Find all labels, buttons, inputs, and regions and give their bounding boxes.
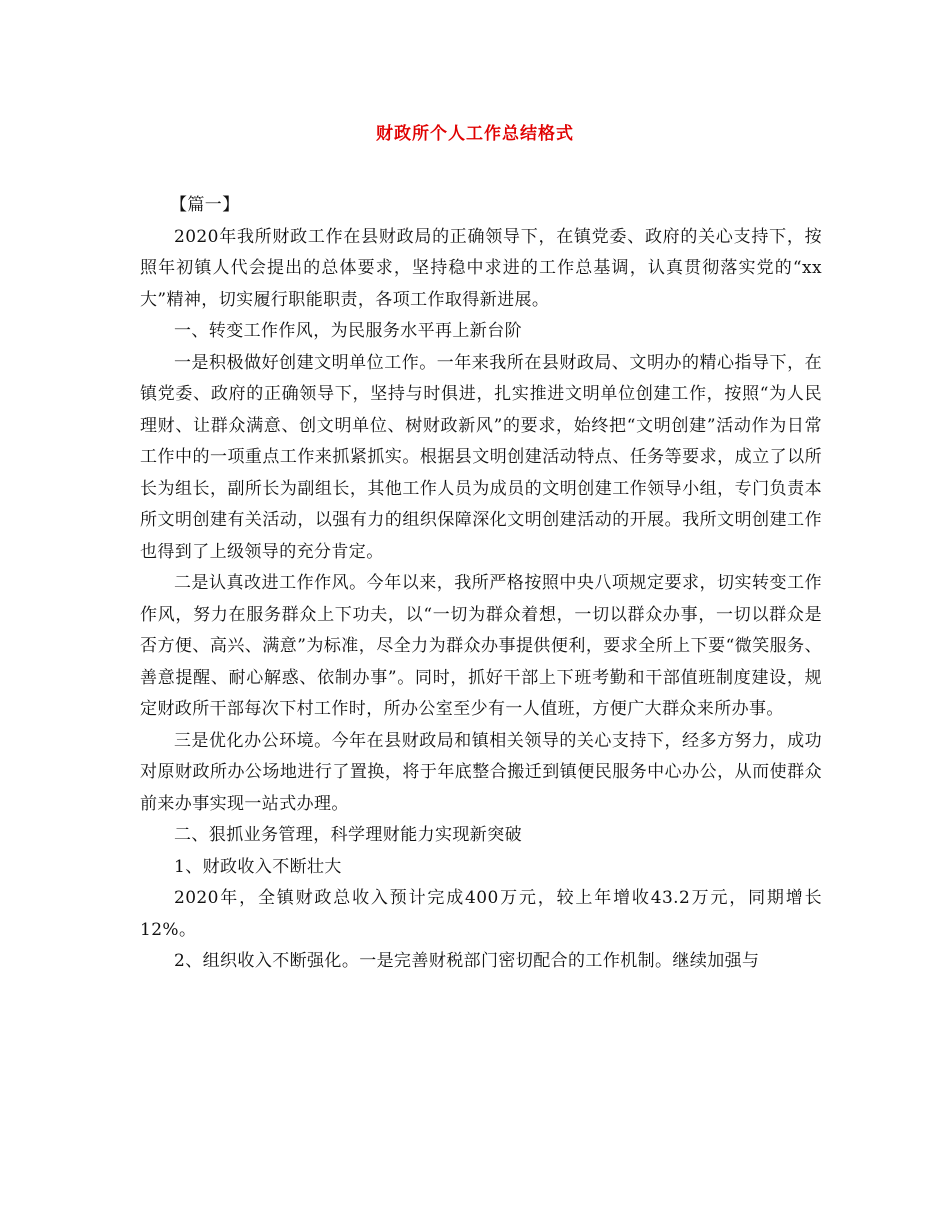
document-body <box>140 190 822 978</box>
subheading: 1、财政收入不断壮大 <box>174 856 342 877</box>
document-title: 财政所个人工作总结格式 <box>376 124 574 144</box>
paragraph: 三是优化办公环境。今年在县财政局和镇相关领导的关心支持下，经多方努力，成功对原财政所办公场地进行了置换，将于年底整合搬迁到镇便民服务中心办公，从而使群众前来办事实现一站式办理。 <box>140 730 822 814</box>
paragraph: 2020年，全镇财政总收入预计完成400万元，较上年增收43.2万元，同期增长12%。 <box>140 888 822 940</box>
paragraph: 2、组织收入不断强化。一是完善财税部门密切配合的工作机制。继续加强与 <box>174 951 760 971</box>
heading-1: 一、转变工作作风，为民服务水平再上新台阶 <box>174 321 522 341</box>
heading-2: 二、狠抓业务管理，科学理财能力实现新突破 <box>174 825 522 845</box>
section-label: 【篇一】 <box>170 195 240 215</box>
paragraph-intro: 2020年我所财政工作在县财政局的正确领导下，在镇党委、政府的关心支持下，按照年初镇人代会提出的总体要求，坚持稳中求进的工作总基调，认真贯彻落实党的“xx大”精神，切实履行职能职责，各项工作取得新进展。 <box>140 226 822 310</box>
paragraph: 二是认真改进工作作风。今年以来，我所严格按照中央八项规定要求，切实转变工作作风，努力在服务群众上下功夫，以“一切为群众着想，一切以群众办事，一切以群众是否方便、高兴、满意”为标准，尽全力为群众办事提供便利，要求全所上下要“微笑服务、善意提醒、耐心解惑、依制办事”。同时，抓好干部上下班考勤和干部值班制度建设，规定财政所干部每次下村工作时，所办公室至少有一人值班，方便广大群众来所办事。 <box>140 573 822 719</box>
paragraph: 一是积极做好创建文明单位工作。一年来我所在县财政局、文明办的精心指导下，在镇党委、政府的正确领导下，坚持与时俱进，扎实推进文明单位创建工作，按照“为人民理财、让群众满意、创文明单位、树财政新风”的要求，始终把“文明创建”活动作为日常工作中的一项重点工作来抓紧抓实。根据县文明创建活动特点、任务等要求，成立了以所长为组长，副所长为副组长，其他工作人员为成员的文明创建工作领导小组，专门负责本所文明创建有关活动，以强有力的组织保障深化文明创建活动的开展。我所文明创建工作也得到了上级领导的充分肯定。 <box>140 352 822 562</box>
